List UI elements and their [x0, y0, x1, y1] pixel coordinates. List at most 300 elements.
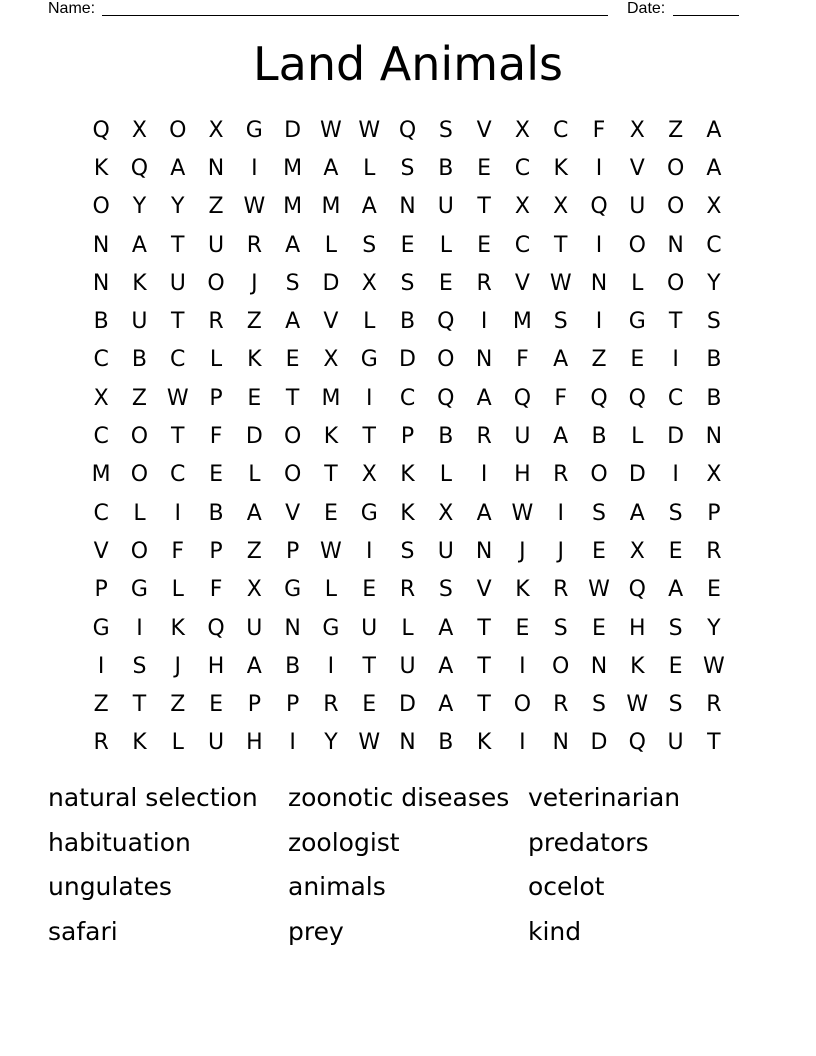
grid-letter: O [130, 462, 149, 488]
grid-letter: N [475, 347, 493, 373]
grid-letter: U [207, 232, 225, 258]
grid-letter: L [171, 577, 184, 603]
grid-letter: Z [246, 538, 262, 564]
grid-letter: K [323, 424, 339, 450]
grid-letter: W [358, 730, 381, 756]
grid-letter: U [169, 270, 186, 296]
grid-letter: A [476, 385, 492, 411]
grid-letter: J [557, 538, 564, 564]
grid-letter: Q [590, 385, 608, 411]
grid-letter: W [320, 117, 342, 143]
word-list-item: kind [528, 916, 582, 946]
grid-letter: W [358, 117, 381, 143]
grid-letter: E [515, 615, 530, 641]
grid-letter: K [400, 500, 415, 526]
grid-letter: Z [591, 347, 607, 373]
grid-letter: A [668, 577, 684, 603]
grid-letter: Z [170, 692, 186, 718]
grid-letter: V [476, 117, 492, 143]
grid-letter: G [628, 309, 646, 335]
grid-letter: E [592, 615, 606, 641]
grid-letter: F [592, 117, 606, 143]
grid-letter: S [668, 615, 683, 641]
grid-letter: X [706, 194, 722, 220]
grid-letter: A [361, 194, 377, 220]
grid-letter: W [703, 653, 725, 679]
grid-letter: R [323, 692, 339, 718]
grid-letter: R [208, 309, 224, 335]
grid-letter: A [323, 155, 339, 181]
grid-letter: R [706, 692, 722, 718]
grid-letter: E [209, 462, 223, 488]
grid-letter: G [284, 577, 302, 603]
grid-letter: Z [246, 309, 262, 335]
grid-letter: T [477, 653, 491, 679]
date-label: Date: [627, 0, 666, 17]
word-list-item: natural selection [48, 783, 258, 812]
grid-letter: S [285, 270, 300, 296]
grid-letter: A [438, 653, 454, 679]
grid-letter: C [553, 117, 569, 143]
word-list-item: predators [528, 827, 649, 857]
grid-letter: L [363, 309, 376, 335]
grid-letter: E [400, 232, 415, 258]
grid-letter: N [399, 730, 416, 756]
grid-letter: X [514, 117, 530, 143]
grid-letter: A [285, 232, 301, 258]
grid-letter: O [169, 117, 187, 143]
grid-letter: U [246, 615, 263, 641]
grid-letter: P [209, 538, 223, 564]
grid-letter: I [595, 309, 603, 335]
grid-letter: T [477, 615, 491, 641]
grid-letter: S [400, 270, 415, 296]
grid-letter: J [251, 270, 258, 296]
grid-letter: Z [93, 692, 109, 718]
grid-letter: C [93, 424, 109, 450]
grid-letter: Q [437, 309, 455, 335]
grid-letter: F [209, 424, 223, 450]
grid-letter: M [321, 385, 341, 411]
grid-letter: O [130, 538, 149, 564]
grid-letter: T [668, 309, 683, 335]
grid-letter: R [476, 424, 492, 450]
word-list-item: zoologist [288, 827, 400, 857]
grid-letter: Q [513, 385, 532, 411]
grid-letter: S [592, 692, 606, 718]
grid-letter: P [285, 692, 300, 718]
grid-letter: A [629, 500, 645, 526]
grid-letter: O [283, 424, 302, 450]
grid-letter: L [171, 730, 184, 756]
grid-letter: I [480, 462, 488, 488]
grid-letter: H [207, 653, 225, 679]
grid-letter: S [668, 500, 683, 526]
grid-letter: I [672, 462, 679, 488]
grid-letter: X [93, 385, 109, 411]
letter-grid [82, 111, 733, 762]
grid-letter: U [207, 730, 225, 756]
grid-letter: X [246, 577, 262, 603]
grid-letter: K [476, 730, 492, 756]
grid-letter: P [209, 385, 223, 411]
grid-letter: X [361, 462, 377, 488]
grid-letter: G [360, 500, 378, 526]
grid-letter: H [246, 730, 263, 756]
grid-letter: N [92, 232, 110, 258]
grid-letter: U [361, 615, 378, 641]
grid-letter: N [475, 538, 493, 564]
grid-letter: W [320, 538, 342, 564]
grid-letter: T [324, 462, 338, 488]
grid-letter: O [283, 462, 302, 488]
grid-letter: C [170, 347, 186, 373]
grid-letter: I [97, 653, 105, 679]
grid-letter: D [590, 730, 608, 756]
grid-letter: M [91, 462, 111, 488]
grid-letter: K [630, 653, 645, 679]
grid-letter: A [131, 232, 147, 258]
grid-letter: V [93, 538, 109, 564]
grid-letter: L [133, 500, 146, 526]
grid-letter: W [511, 500, 534, 526]
grid-letter: C [170, 462, 186, 488]
grid-letter: P [285, 538, 300, 564]
grid-letter: B [285, 653, 301, 679]
grid-letter: W [588, 577, 610, 603]
grid-letter: L [631, 270, 644, 296]
grid-letter: I [136, 615, 143, 641]
grid-letter: W [166, 385, 189, 411]
grid-letter: E [362, 692, 377, 718]
grid-letter: E [477, 155, 492, 181]
grid-letter: D [628, 462, 646, 488]
word-list-item: prey [288, 916, 344, 946]
grid-letter: T [477, 194, 491, 220]
grid-letter: G [245, 117, 263, 143]
grid-letter: K [515, 577, 530, 603]
grid-letter: G [92, 615, 110, 641]
grid-letter: S [438, 577, 453, 603]
grid-letter: N [207, 155, 225, 181]
grid-letter: N [667, 232, 684, 258]
grid-letter: N [92, 270, 110, 296]
grid-letter: Y [707, 615, 721, 641]
grid-letter: Y [132, 194, 147, 220]
grid-letter: Q [437, 385, 455, 411]
grid-letter: X [514, 194, 530, 220]
grid-letter: E [285, 347, 300, 373]
grid-letter: O [628, 232, 646, 258]
grid-letter: Q [628, 577, 646, 603]
grid-letter: S [553, 309, 568, 335]
grid-letter: X [208, 117, 224, 143]
grid-letter: S [706, 309, 721, 335]
grid-letter: I [327, 653, 335, 679]
grid-letter: G [360, 347, 378, 373]
grid-letter: L [248, 462, 261, 488]
grid-letter: W [243, 194, 266, 220]
grid-letter: A [553, 347, 569, 373]
grid-letter: I [519, 653, 526, 679]
grid-letter: P [707, 500, 721, 526]
grid-letter: Q [590, 194, 608, 220]
grid-letter: O [513, 692, 532, 718]
grid-letter: D [245, 424, 263, 450]
grid-letter: P [247, 692, 261, 718]
grid-letter: L [324, 577, 338, 603]
grid-letter: G [130, 577, 148, 603]
grid-letter: S [400, 538, 415, 564]
grid-letter: H [629, 615, 646, 641]
grid-letter: A [706, 117, 722, 143]
grid-letter: U [437, 538, 454, 564]
grid-letter: X [361, 270, 377, 296]
grid-letter: M [512, 309, 532, 335]
grid-letter: K [132, 730, 147, 756]
grid-letter: Y [324, 730, 338, 756]
grid-letter: O [92, 194, 110, 220]
grid-letter: O [666, 194, 685, 220]
grid-letter: A [438, 615, 454, 641]
grid-letter: I [365, 538, 373, 564]
grid-letter: Q [628, 730, 646, 756]
grid-letter: B [399, 309, 416, 335]
page-title: Land Animals [253, 37, 563, 91]
grid-letter: W [549, 270, 572, 296]
word-list-item: habituation [48, 827, 191, 857]
grid-letter: Y [707, 270, 721, 296]
word-list [48, 776, 768, 954]
grid-letter: T [477, 692, 491, 718]
grid-letter: O [207, 270, 225, 296]
grid-letter: O [130, 424, 149, 450]
grid-letter: P [400, 424, 415, 450]
grid-letter: E [668, 653, 683, 679]
grid-letter: E [592, 538, 606, 564]
word-list-item: safari [48, 916, 118, 946]
grid-letter: G [322, 615, 340, 641]
grid-letter: I [595, 155, 603, 181]
grid-letter: K [247, 347, 262, 373]
grid-letter: R [93, 730, 109, 756]
grid-letter: V [285, 500, 301, 526]
grid-letter: M [321, 194, 341, 220]
grid-letter: R [553, 462, 569, 488]
grid-letter: E [630, 347, 645, 373]
grid-letter: A [438, 692, 454, 718]
grid-letter: A [706, 155, 722, 181]
grid-letter: K [553, 155, 568, 181]
grid-letter: I [480, 309, 488, 335]
grid-letter: S [132, 653, 147, 679]
grid-letter: K [400, 462, 415, 488]
grid-letter: L [439, 232, 452, 258]
grid-letter: O [666, 270, 685, 296]
grid-letter: T [707, 730, 721, 756]
grid-letter: E [477, 232, 492, 258]
grid-letter: D [667, 424, 685, 450]
grid-letter: A [553, 424, 569, 450]
word-list-item: veterinarian [528, 783, 681, 812]
grid-letter: O [437, 347, 455, 373]
grid-letter: L [439, 462, 452, 488]
grid-letter: U [131, 309, 148, 335]
grid-letter: S [553, 615, 568, 641]
grid-letter: I [595, 232, 603, 258]
word-list-item: ungulates [48, 872, 172, 901]
grid-letter: Z [668, 117, 684, 143]
grid-letter: D [399, 347, 416, 373]
grid-letter: C [93, 347, 109, 373]
grid-letter: D [284, 117, 302, 143]
grid-letter: I [289, 730, 296, 756]
grid-letter: K [132, 270, 147, 296]
grid-letter: D [322, 270, 340, 296]
grid-letter: U [667, 730, 684, 756]
grid-letter: U [399, 653, 416, 679]
grid-letter: V [629, 155, 645, 181]
grid-letter: B [208, 500, 224, 526]
date-blank-line [673, 0, 739, 16]
grid-letter: E [706, 577, 721, 603]
grid-letter: T [171, 232, 185, 258]
grid-letter: O [552, 653, 570, 679]
grid-letter: I [519, 730, 526, 756]
name-blank-line [102, 0, 608, 16]
grid-letter: S [592, 500, 606, 526]
grid-letter: S [362, 232, 377, 258]
grid-letter: R [399, 577, 416, 603]
grid-letter: F [171, 538, 185, 564]
grid-letter: B [706, 385, 722, 411]
grid-letter: I [174, 500, 181, 526]
grid-letter: B [438, 424, 454, 450]
grid-letter: R [476, 270, 492, 296]
grid-letter: X [629, 538, 645, 564]
grid-letter: U [629, 194, 646, 220]
grid-letter: J [174, 653, 181, 679]
grid-letter: F [554, 385, 568, 411]
grid-letter: I [251, 155, 258, 181]
grid-letter: F [209, 577, 223, 603]
grid-letter: C [706, 232, 722, 258]
grid-letter: E [668, 538, 683, 564]
grid-letter: L [363, 155, 376, 181]
grid-letter: X [553, 194, 569, 220]
grid-letter: B [438, 730, 454, 756]
word-list-item: ocelot [528, 872, 605, 901]
grid-letter: N [552, 730, 569, 756]
grid-letter: K [170, 615, 185, 641]
grid-letter: C [514, 155, 531, 181]
grid-letter: U [437, 194, 454, 220]
grid-letter: B [438, 155, 454, 181]
grid-letter: T [362, 424, 376, 450]
grid-letter: I [365, 385, 373, 411]
grid-letter: Q [398, 117, 417, 143]
grid-letter: S [668, 692, 683, 718]
grid-letter: Z [208, 194, 224, 220]
grid-letter: T [553, 232, 568, 258]
grid-letter: D [399, 692, 416, 718]
grid-letter: R [246, 232, 262, 258]
grid-letter: X [706, 462, 722, 488]
grid-letter: E [323, 500, 338, 526]
grid-letter: B [591, 424, 607, 450]
grid-letter: Q [207, 615, 225, 641]
grid-letter: H [514, 462, 531, 488]
grid-letter: E [247, 385, 262, 411]
grid-letter: M [283, 155, 303, 181]
grid-letter: X [323, 347, 339, 373]
grid-letter: A [170, 155, 186, 181]
grid-letter: B [706, 347, 722, 373]
grid-letter: O [590, 462, 608, 488]
grid-letter: I [557, 500, 564, 526]
grid-letter: E [362, 577, 377, 603]
grid-letter: L [631, 424, 644, 450]
header-fields [48, 0, 748, 20]
grid-letter: V [476, 577, 492, 603]
word-list-item: animals [288, 872, 386, 901]
grid-letter: N [284, 615, 301, 641]
grid-letter: N [590, 653, 608, 679]
grid-letter: T [362, 653, 376, 679]
grid-letter: A [246, 653, 262, 679]
grid-letter: X [438, 500, 454, 526]
grid-letter: Z [131, 385, 147, 411]
grid-letter: Q [92, 117, 110, 143]
grid-letter: R [553, 692, 569, 718]
grid-letter: N [399, 194, 416, 220]
grid-letter: C [667, 385, 684, 411]
grid-letter: X [131, 117, 147, 143]
grid-letter: L [324, 232, 338, 258]
grid-letter: T [171, 424, 185, 450]
grid-letter: R [706, 538, 722, 564]
grid-letter: I [672, 347, 679, 373]
grid-letter: Q [628, 385, 646, 411]
grid-letter: Y [171, 194, 185, 220]
grid-letter: L [401, 615, 414, 641]
grid-letter: O [666, 155, 685, 181]
grid-letter: T [285, 385, 300, 411]
grid-letter: A [476, 500, 492, 526]
grid-letter: R [553, 577, 569, 603]
grid-letter: B [93, 309, 109, 335]
grid-letter: S [400, 155, 415, 181]
grid-letter: F [516, 347, 529, 373]
grid-letter: X [629, 117, 645, 143]
grid-letter: T [132, 692, 147, 718]
grid-letter: C [93, 500, 109, 526]
grid-letter: P [94, 577, 108, 603]
grid-letter: Q [130, 155, 149, 181]
grid-letter: T [171, 309, 185, 335]
grid-letter: N [705, 424, 723, 450]
grid-letter: B [131, 347, 147, 373]
name-label: Name: [48, 0, 96, 17]
grid-letter: S [438, 117, 453, 143]
grid-letter: E [438, 270, 453, 296]
grid-letter: E [209, 692, 223, 718]
grid-letter: L [209, 347, 223, 373]
grid-letter: C [399, 385, 416, 411]
grid-letter: K [93, 155, 109, 181]
grid-letter: V [514, 270, 530, 296]
grid-letter: U [514, 424, 531, 450]
